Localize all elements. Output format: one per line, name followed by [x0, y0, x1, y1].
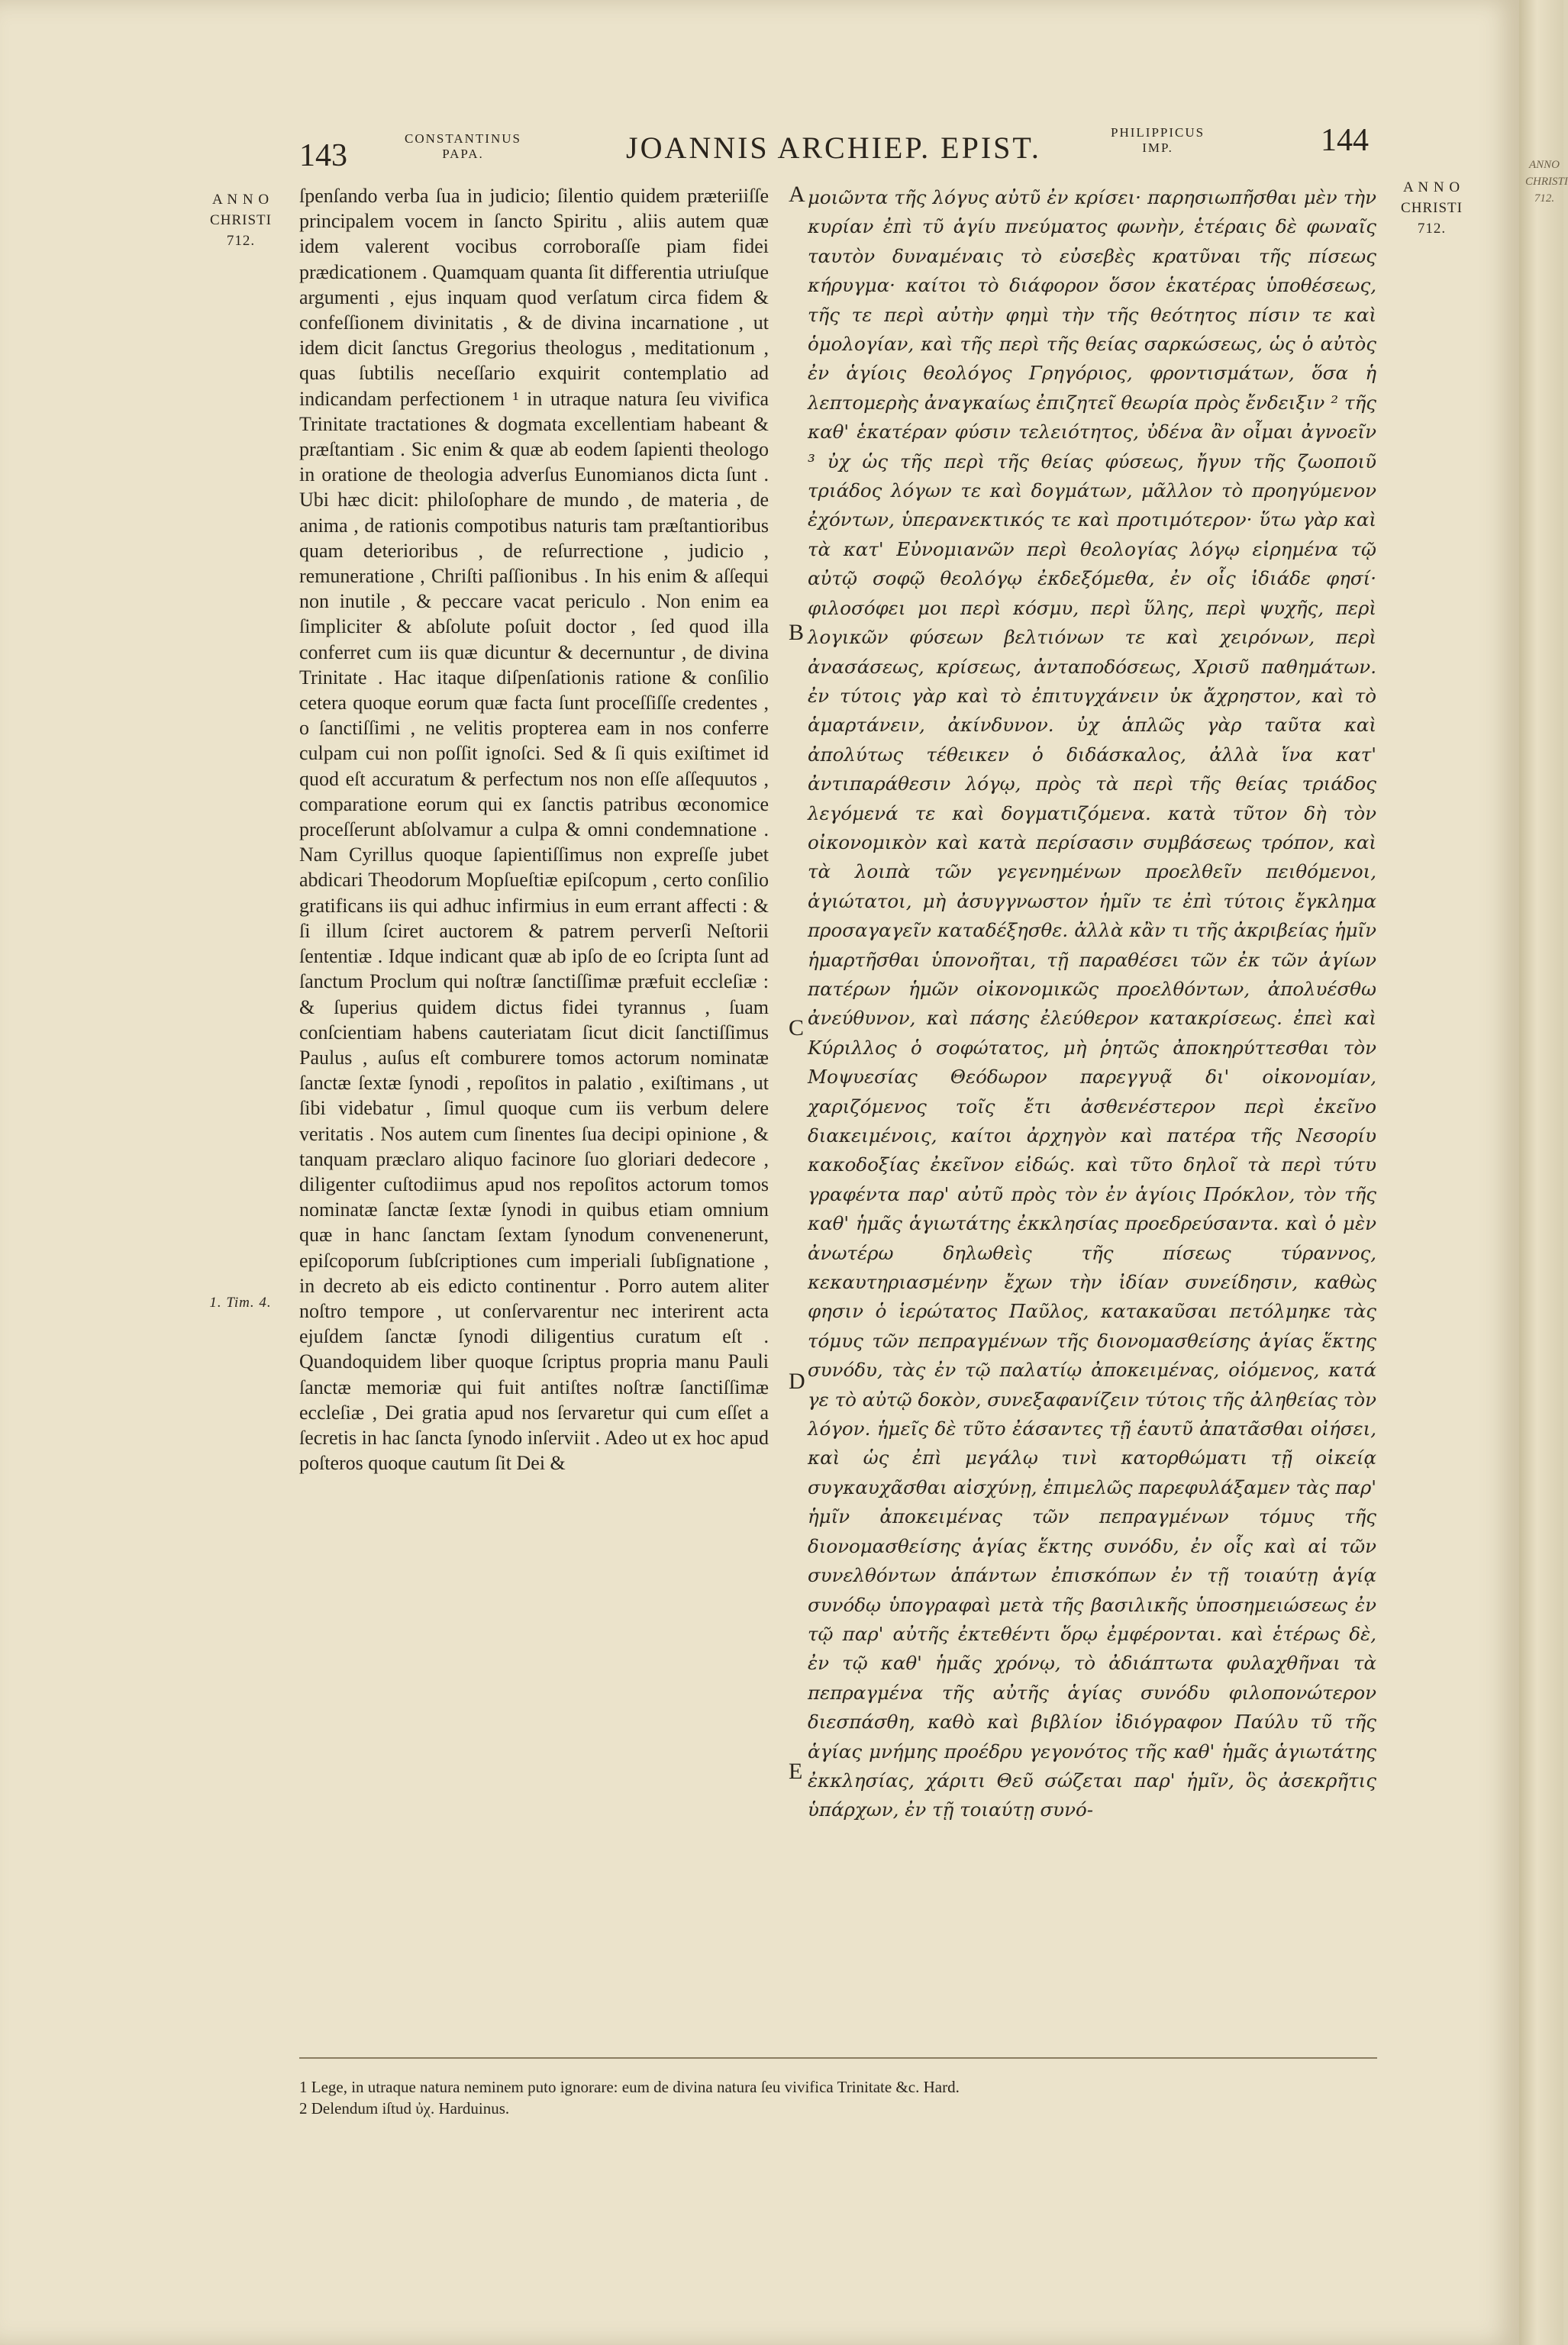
- left-running-title: [405, 131, 521, 162]
- right-running-line-1: PHILIPPICUS: [1111, 125, 1205, 140]
- page-title: JOANNIS ARCHIEP. EPIST.: [626, 131, 1041, 165]
- right-anno-line-3: 712.: [1417, 221, 1447, 237]
- section-letter-d: D: [789, 1369, 805, 1394]
- section-letter-e: E: [789, 1759, 803, 1784]
- left-anno-line-3: 712.: [226, 233, 256, 249]
- left-running-line-1: CONSTANTINUS: [405, 131, 521, 146]
- edge-line-3: 712.: [1534, 192, 1555, 205]
- scripture-reference: 1. Tim. 4.: [209, 1295, 272, 1311]
- section-letter-a: A: [789, 182, 805, 207]
- footnotes: [299, 2076, 1377, 2119]
- right-margin-year: [1388, 177, 1476, 239]
- edge-line-2: CHRISTI: [1525, 176, 1568, 188]
- edge-line-1: ANNO: [1528, 159, 1560, 171]
- right-running-title: [1111, 125, 1205, 156]
- right-page-number: 144: [1321, 123, 1369, 158]
- footnote-2: 2 Delendum iſtud ὐχ. Harduinus.: [299, 2099, 510, 2118]
- running-header: [0, 115, 1519, 183]
- left-anno-line-1: A N N O: [211, 192, 270, 208]
- right-anno-line-1: A N N O: [1402, 179, 1461, 195]
- left-running-line-2: PAPA.: [442, 147, 484, 161]
- latin-column: ſpenſando verba ſua in judicio; ſilentio quidem præteriiſſe principalem vocem in ſancto Spiritu , aliis autem quæ idem valerent vocibus corroboraſſe piam fidei prædicationem . Quamquam quanta ſit differentia utriuſque argumenti , ejus inquam quod verſatum circa fidem & confeſſionem divinitatis , & de divina incarnatione , ut idem dicit ſanctus Gregorius theologus , meditationum , quas ſubtilis neceſſario exquirit contemplatio ad indicandam perfectionem ¹ in utraque natura ſeu vivifica Trinitate tractationes & dogmata excellentiam habeant & præſtantiam . Sic enim & quæ ab eodem ſapienti theologo in oratione de theologia adverſus Eunomianos dicta ſunt . Ubi hæc dicit: philoſophare de mundo , de materia , de anima , de rationis compotibus naturis tam præſtantioribus quam deterioribus , de reſurrectione , judicio , remuneratione , Chriſti paſſionibus . In his enim & aſſequi non inutile , & peccare vacat periculo . Non enim ea ſimpliciter & abſolute poſuit doctor , ſed quod illa conferret cum iis quæ dicuntur & decernuntur , de divina Trinitate . Hac itaque diſpenſationis ratione & conſilio cetera quoque eorum quæ facta ſunt proceſſiſſe credentes , o ſanctiſſimi , ne velitis propterea eam in nos conferre culpam cui non poſſit ignoſci. Sed & ſi quis exiſtimet id quod eſt accuratum & perfectum nos non eſſe aſſequutos , comparatione eorum qui ex ſanctis patribus œconomice proceſſerunt abſolvamur a culpa & omni condemnatione . Nam Cyrillus quoque ſapientiſſimus non expreſſe jubet abdicari Theodorum Mopſueſtiæ epiſcopum , certo conſilio gratificans iis qui adhuc infirmius in eum errant affecti : & ſi illum ſciret auctorem & patrem perverſi Neſtorii ſententiæ . Idque indicant quæ ab ipſo de eo ſcripta ſunt ad ſanctum Proclum qui noſtræ ſanctiſſimæ præfuit eccleſiæ : & ſuperius quidem dictus fidei tyrannus , ſuam conſcientiam habens cauteriatam ſicut dicit ſanctiſſimus Paulus , auſus eſt comburere tomos actorum nominatæ ſanctæ ſextæ ſynodi , repoſitos in palatio , exiſtimans , ut ſibi videbatur , ſimul quoque cum iis verbum delere veritatis . Nos autem cum ſinentes ſua decipi opinione , & tanquam præclaro aliquo facinore ſuo gloriari dedecore , diligenter cuſtodiimus apud nos repoſitos actorum tomos nominatæ ſanctæ ſextæ ſynodi in quibus etiam omnium quæ in hanc ſanctam ſextam ſynodum convenenerunt, epiſcoporum ſubſcriptiones cum imperiali ſubſignatione , in decreto ab eis edicto continentur . Porro autem aliter noſtro tempore , ut conſervarentur nec interirent acta ejuſdem ſanctæ ſynodi diligentius curatum eſt . Quandoquidem liber quoque ſcriptus propria manu Pauli ſanctæ memoriæ qui fuit antiſtes noſtræ ſanctiſſimæ eccleſiæ , Dei gratia apud nos ſervaretur qui cum eſſet a ſecretis in hac ſancta ſynodo inſerviit . Adeo ut ex hoc apud poſteros quoque cautum ſit Dei &: [299, 185, 769, 1475]
- left-margin-year: [197, 189, 285, 251]
- right-running-line-2: IMP.: [1142, 140, 1173, 155]
- section-letter-c: C: [789, 1015, 805, 1040]
- facing-page-margin-note: [1525, 156, 1568, 207]
- footnote-1: 1 Lege, in utraque natura neminem puto ignorare: eum de divina natura ſeu vivifica Trinitate &c. Hard.: [299, 2078, 960, 2096]
- left-anno-line-2: CHRISTI: [210, 212, 272, 228]
- section-letter-b: B: [789, 620, 805, 645]
- left-page-number: 143: [299, 138, 347, 173]
- footnote-rule: [299, 2057, 1377, 2059]
- facing-page-edge: [1519, 0, 1568, 2345]
- right-anno-line-2: CHRISTI: [1401, 200, 1463, 216]
- greek-column: μοιῶντα τῆς λόγυς αὐτῦ ἐν κρίσει· παρησιωπῆσθαι μὲν τὴν κυρίαν ἐπὶ τῦ ἁγίυ πνεύματος φωνὴν, ἑτέραις δὲ φωναῖς ταυτὸν δυναμέναις τὸ εὐσεβὲς κρατῦναι τῆς πίσεως κήρυγμα· καίτοι τὸ διάφορον ὅσον ἑκατέρας ὑποθέσεως, τῆς τε περὶ αὐτὴν φημὶ τὴν τῆς θεότητος πίσιν τε καὶ ὁμολογίαν, καὶ τῆς περὶ τῆς θείας σαρκώσεως, ὡς ὁ αὐτὸς ἐν ἁγίοις θεολόγος Γρηγόριος, φροντισμάτων, ὅσα ἡ λεπτομερὴς ἀναγκαίως ἐπιζητεῖ θεωρία πρὸς ἔνδειξιν ² τῆς καθ' ἑκατέραν φύσιν τελειότητος, ὐδένα ἂν οἶμαι ἀγνοεῖν ³ ὐχ ὡς τῆς περὶ τῆς θείας φύσεως, ἤγυν τῆς ζωοποιῦ τριάδος λόγων τε καὶ δογμάτων, μᾶλλον τὸ προηγύμενον ἐχόντων, ὑπερανεκτικός τε καὶ προτιμότερον· ὕτω γὰρ καὶ τὰ κατ' Εὐνομιανῶν περὶ θεολογίας λόγῳ εἰρημένα τῷ αὐτῷ σοφῷ θεολόγῳ ἐκδεξόμεθα, ἐν οἷς ἰδιάδε φησί· φιλοσόφει μοι περὶ κόσμυ, περὶ ὕλης, περὶ ψυχῆς, περὶ λογικῶν φύσεων βελτιόνων τε καὶ χειρόνων, περὶ ἀνασάσεως, κρίσεως, ἀνταποδόσεως, Χρισῦ παθημάτων. ἐν τύτοις γὰρ καὶ τὸ ἐπιτυγχάνειν ὐκ ἄχρηστον, καὶ τὸ ἁμαρτάνειν, ἀκίνδυνον. ὐχ ἁπλῶς γὰρ ταῦτα καὶ ἀπολύτως τέθεικεν ὁ διδάσκαλος, ἀλλὰ ἵνα κατ' ἀντιπαράθεσιν λόγῳ, πρὸς τὰ περὶ τῆς θείας τριάδος λεγόμενά τε καὶ δογματιζόμενα. κατὰ τῦτον δὴ τὸν οἰκονομικὸν καὶ κατὰ περίσασιν συμβάσεως τρόπον, καὶ τὰ λοιπὰ τῶν γεγενημένων προελθεῖν πειθόμενοι, ἁγιώτατοι, μὴ ἀσυγγνωστον ἡμῖν τε ἐπὶ τύτοις ἔγκλημα προσαγαγεῖν καταδέξησθε. ἀλλὰ κἂν τι τῆς ἀκριβείας ἡμῖν ἡμαρτῆσθαι ὑπονοῆται, τῇ παραθέσει τῶν ἐκ τῶν ἁγίων πατέρων ἡμῶν οἰκονομικῶς προελθόντων, ἀπολυέσθω ἀνεύθυνον, καὶ πάσης ἐλεύθερον κατακρίσεως. ἐπεὶ καὶ Κύριλλος ὁ σοφώτατος, μὴ ῥητῶς ἀποκηρύττεσθαι τὸν Μοψυεσίας Θεόδωρον παρεγγυᾷ δι' οἰκονομίαν, χαριζόμενος τοῖς ἔτι ἀσθενέστερον περὶ ἐκεῖνο διακειμένοις, καίτοι ἀρχηγὸν καὶ πατέρα τῆς Νεσορίυ κακοδοξίας ἐκεῖνον εἰδώς. καὶ τῦτο δηλοῖ τὰ περὶ τύτυ γραφέντα παρ' αὐτῦ πρὸς τὸν ἐν ἁγίοις Πρόκλον, τὸν τῆς καθ' ἡμᾶς ἁγιωτάτης ἐκκλησίας προεδρεύσαντα. καὶ ὁ μὲν ἀνωτέρω δηλωθεὶς τῆς πίσεως τύραννος, κεκαυτηριασμένην ἔχων τὴν ἰδίαν συνείδησιν, καθὼς φησιν ὁ ἱερώτατος Παῦλος, κατακαῦσαι πετόλμηκε τὰς τόμυς τῶν πεπραγμένων τῆς διονομασθείσης ἁγίας ἕκτης συνόδυ, τὰς ἐν τῷ παλατίῳ ἀποκειμένας, οἰόμενος, κατά γε τὸ αὐτῷ δοκὸν, συνεξαφανίζειν τύτοις τῆς ἀληθείας τὸν λόγον. ἡμεῖς δὲ τῦτο ἐάσαντες τῇ ἑαυτῦ ἀπατᾶσθαι οἰήσει, καὶ ὡς ἐπὶ μεγάλῳ τινὶ κατορθώματι τῇ οἰκείᾳ συγκαυχᾶσθαι αἰσχύνῃ, ἐπιμελῶς παρεφυλάξαμεν τὰς παρ' ἡμῖν ἀποκειμένας τῶν πεπραγμένων τόμυς τῆς διονομασθείσης ἁγίας ἕκτης συνόδυ, ἐν οἷς καὶ αἱ τῶν συνελθόντων ἁπάντων ἐπισκόπων ἐν τῇ τοιαύτῃ ἁγίᾳ συνόδῳ ὑπογραφαὶ μετὰ τῆς βασιλικῆς ὑποσημειώσεως ἐν τῷ παρ' αὐτῆς ἐκτεθέντι ὅρῳ ἐμφέρονται. καὶ ἑτέρως δὲ, ἐν τῷ καθ' ἡμᾶς χρόνῳ, τὸ ἀδιάπτωτα φυλαχθῆναι τὰ πεπραγμένα τῆς αὐτῆς ἁγίας συνόδυ φιλοπονώτερον διεσπάσθη, καθὸ καὶ βιβλίον ἰδιόγραφον Παύλυ τῦ τῆς ἁγίας μνήμης προέδρυ γεγονότος τῆς καθ' ἡμᾶς ἁγιωτάτης ἐκκλησίας, χάριτι Θεῦ σώζεται παρ' ἡμῖν, ὃς ἀσεκρῆτις ὑπάρχων, ἐν τῇ τοιαύτῃ συνό-: [808, 186, 1376, 1821]
